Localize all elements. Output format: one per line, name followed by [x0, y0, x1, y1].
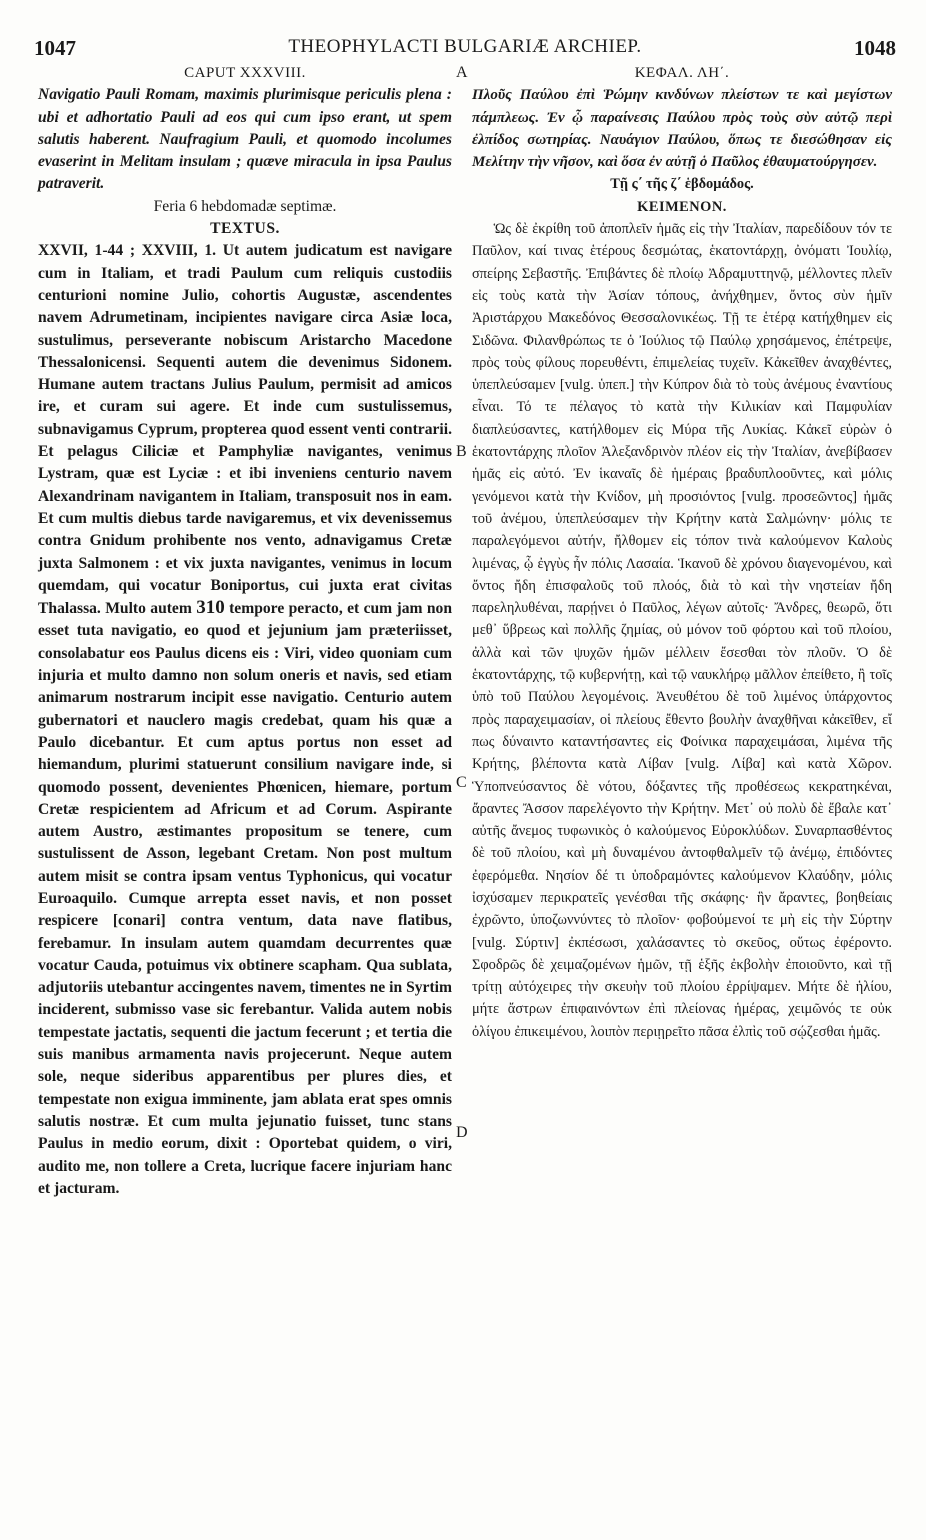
latin-body — [38, 240, 452, 1200]
margin-letter-b: B — [456, 443, 467, 460]
running-title: THEOPHYLACTI BULGARIÆ ARCHIEP. — [288, 36, 642, 57]
running-header — [34, 36, 896, 62]
greek-caput: ΚΕΦΑΛ. ΛΗ΄. — [634, 65, 730, 81]
margin-letter-c: C — [456, 774, 467, 791]
latin-feria: Feria 6 hebdomadæ septimæ. — [153, 197, 337, 215]
page-number-right: 1048 — [854, 36, 896, 60]
latin-textus-heading: TEXTUS. — [210, 220, 280, 238]
greek-summary: Πλοῦς Παύλου ἐπὶ Ῥώμην κινδύνων πλείστων τε καὶ μεγίστων πάμπλεως. Ἐν ᾧ παραίνεσις Παύλου πρὸς τοὺς σὺν αὐτῷ περὶ ἐλπίδος σωτηρίας. Ναυάγιον Παύλου, ὅπως τε διεσώθησαν εἰς Μελίτην τὴν νῆσον, καὶ ὅσα ἐν αὐτῇ ὁ Παῦλος ἐθαυματούργησεν. — [472, 87, 892, 171]
greek-column — [472, 62, 892, 1043]
page-number-left: 1047 — [34, 36, 76, 60]
greek-textus-heading: ΚΕΙΜΕΝΟΝ. — [637, 198, 727, 215]
latin-caput: CAPUT XXXVIII. — [184, 65, 306, 81]
latin-column — [38, 62, 452, 1200]
margin-letter-a: A — [456, 64, 468, 81]
greek-feria: Τῇ ς΄ τῆς ζ΄ ἑβδομάδος. — [610, 176, 754, 193]
latin-body-part-2: tempore peracto, et cum jam non esset tuta navigatio, eo quod et jejunium jam præteriisset, consolabatur eos Paulus dicens eis : Viri, video quoniam cum injuria et multo damno non solum oneris et navis, sed etiam animarum nostrarum incipit esse navigatio. Centurio autem gubernatori et nauclero magis credebat, quam his quæ a Paulo dicebantur. Et cum aptus portus non esset ad hiemandum, plurimi statuerunt consilium navigare inde, si quomodo possent, devenientes Phœnicen, hiemare, portum Cretæ respicientem ad Africum et ad Corum. Aspirante autem Austro, æstimantes propositum se tenere, cum sustulissent de Asson, legebant Cretam. Non post multum autem misit se contra ipsam ventus Typhonicus, qui vocatur Euroaquilo. Cumque arrepta esset navis, et non posset respicere [conari] contra ventum, data nave flatibus, ferebamur. In insulam autem quamdam decurrentes quæ vocatur Cauda, potuimus vix obtinere scapham. Qua sublata, adjutoriis utebantur accingentes navem, timentes ne in Syrtim inciderent, submisso vase sic ferebantur. Valida autem nobis tempestate jactatis, sequenti die jactum fecerunt ; et tertia die suis manibus armamenta navis projecerunt. Neque autem sole, neque sideribus apparentibus per plures dies, et tempestate non exigua imminente, jam ablata erat spes omnis salutis nostræ. Et cum multa jejunatio fuisset, tunc stans Paulus in medio eorum, dixit : Oportebat quidem, o viri, audito me, non tollere a Creta, lucrique facere injuriam hanc et jacturam. — [38, 600, 453, 1197]
margin-letter-d: D — [456, 1124, 468, 1141]
greek-body: Ὡς δὲ ἐκρίθη τοῦ ἀποπλεῖν ἡμᾶς εἰς τὴν Ἰταλίαν, παρεδίδουν τόν τε Παῦλον, καί τινας ἑτέρους δεσμώτας, ἑκατοντάρχῃ, ὀνόματι Ἰουλίῳ, σπείρης Σεβαστῆς. Ἐπιβάντες δὲ πλοίῳ Ἀδραμυττηνῷ, μέλλοντες πλεῖν εἰς τοὺς κατὰ τὴν Ἀσίαν τόπους, ἀνήχθημεν, ὄντος σὺν ἡμῖν Ἀριστάρχου Μακεδόνος Θεσσαλονικέως. Τῇ τε ἑτέρᾳ κατήχθημεν εἰς Σιδῶνα. Φιλανθρώπως τε ὁ Ἰούλιος τῷ Παύλῳ χρησάμενος, ἐπέτρεψε, πρὸς τοὺς φίλους πορευθέντι, ἐπιμελείας τυχεῖν. Κἀκεῖθεν ἀναχθέντες, ὑπεπλεύσαμεν [vulg. ὑπεπ.] τὴν Κύπρον διὰ τὸ τοὺς ἀνέμους ἐναντίους εἶναι. Τό τε πέλαγος τὸ κατὰ τὴν Κιλικίαν καὶ Παμφυλίαν διαπλεύσαντες, κατήλθομεν εἰς Μύρα τῆς Λυκίας. Κἀκεῖ εὑρὼν ὁ ἑκατοντάρχης πλοῖον Ἀλεξανδρινὸν πλέον εἰς τὴν Ἰταλίαν, ἀνεβίβασεν ἡμᾶς εἰς αὐτό. Ἐν ἱκαναῖς δὲ ἡμέραις βραδυπλοοῦντες, καὶ μόλις γενόμενοι κατὰ τὴν Κνίδον, μὴ προσιόντος [vulg. προσεῶντος] ἡμᾶς τοῦ ἀνέμου, ὑπεπλεύσαμεν τὴν Κρήτην κατὰ Σαλμώνην· μόλις τε παραλεγόμενοι αὐτήν, ἤλθομεν εἰς τόπον τινὰ καλούμενον Καλοὺς λιμένας, ᾧ ἐγγὺς ἦν πόλις Λασαία. Ἱκανοῦ δὲ χρόνου διαγενομένου, καὶ ὄντος ἤδη ἐπισφαλοῦς τοῦ πλοός, διὰ τὸ καὶ τὴν νηστείαν ἤδη παρεληλυθέναι, παρῄνει ὁ Παῦλος, λέγων αὐτοῖς· Ἄνδρες, θεωρῶ, ὅτι μεθ᾽ ὕβρεως καὶ πολλῆς ζημίας, οὐ μόνον τοῦ φόρτου καὶ τοῦ πλοίου, ἀλλὰ καὶ τῶν ψυχῶν ἡμῶν μέλλειν ἔσεσθαι τὸν πλοῦν. Ὁ δὲ ἑκατοντάρχης, τῷ κυβερνήτῃ, καὶ τῷ ναυκλήρῳ μᾶλλον ἐπείθετο, ἢ τοῖς ὑπὸ τοῦ Παύλου λεγομένοις. Ἀνευθέτου δὲ τοῦ λιμένος ὑπάρχοντος πρὸς παραχειμασίαν, οἱ πλείους ἔθεντο βουλὴν ἀναχθῆναι κἀκεῖθεν, εἴ πως δύναιντο καταντήσαντες εἰς Φοίνικα παραχειμάσαι, λιμένα τῆς Κρήτης, βλέποντα κατὰ Λίβαν [vulg. Λίβα] καὶ κατὰ Χῶρον. Ὑποπνεύσαντος δὲ νότου, δόξαντες τῆς προθέσεως κεκρατηκέναι, ἄραντες Ἄσσον παρελέγοντο τὴν Κρήτην. Μετ᾽ οὐ πολὺ δὲ ἔβαλε κατ᾽ αὐτῆς ἄνεμος τυφωνικὸς ὁ καλούμενος Εὐροκλύδων. Συναρπασθέντος δὲ τοῦ πλοίου, καὶ μὴ δυναμένου ἀντοφθαλμεῖν τῷ ἀνέμῳ, ἐπιδόντες ἐφερόμεθα. Νησίον δέ τι ὑποδραμόντες καλούμενον Κλαύδην, μόλις ἰσχύσαμεν περικρατεῖς γενέσθαι τῆς σκάφης· ἣν ἄραντες, βοηθείαις ἐχρῶντο, ὑποζωννύντες τὸ πλοῖον· φοβούμενοί τε μὴ εἰς τὴν Σύρτην [vulg. Σύρτιν] ἐκπέσωσι, χαλάσαντες τὸ σκεῦος, οὕτως ἐφέροντο. Σφοδρῶς δὲ χειμαζομένων ἡμῶν, τῇ ἑξῆς ἐκβολὴν ἐποιοῦντο, καὶ τῇ τρίτῃ αὐτόχειρες τὴν σκευὴν τοῦ πλοίου ἐρρίψαμεν. Μήτε δὲ ἡλίου, μήτε ἄστρων ἐπιφαινόντων ἐπὶ πλείονας ἡμέρας, χειμῶνός τε οὐκ ὀλίγου ἐπικειμένου, λοιπὸν περιῃρεῖτο πᾶσα ἐλπὶς τοῦ σῴζεσθαι ἡμᾶς. — [472, 221, 892, 1040]
latin-summary: Navigatio Pauli Romam, maximis plurimisque periculis plena : ubi et adhortatio Pauli ad eos qui cum ipso erant, ut spem salutis haberent. Naufragium Pauli, et quomodo incolumes evaserint in Melitam insulam ; quæve miracula in ipsa Paulus patraverit. — [38, 86, 452, 193]
latin-body-part-1: XXVII, 1-44 ; XXVIII, 1. Ut autem judicatum est navigare cum in Italiam, et tradi Paulum cum reliquis custodiis centurioni nomine Julio, cohortis Augustæ, ascendentes navem Adrumetinam, incipientes navigare circa Asiæ loca, sustulimus, perseverante nobiscum Aristarcho Macedone Thessalonicensi. Sequenti autem die devenimus Sidonem. Humane autem tractans Julius Paulum, permisit ad amicos ire, et curam sui agere. Et inde cum sustulissemus, subnavigamus Cyprum, propterea quod essent venti contrarii. Et pelagus Ciliciæ et Pamphyliæ navigantes, venimus Lystram, quæ est Lyciæ : et ibi inveniens centurio navem Alexandrinam navigantem in Italiam, transposuit nos in eam. Et cum multis diebus tarde navigaremus, et vix devenissemus contra Gnidum prohibente nos vento, adnavigamus Cretæ juxta Salmonem : et vix juxta navigantes, venimus in locum quemdam, qui vocatur Boniportus, cui juxta erat civitas Thalassa. Multo autem — [38, 242, 452, 618]
migne-column-marker: 310 — [196, 597, 225, 619]
